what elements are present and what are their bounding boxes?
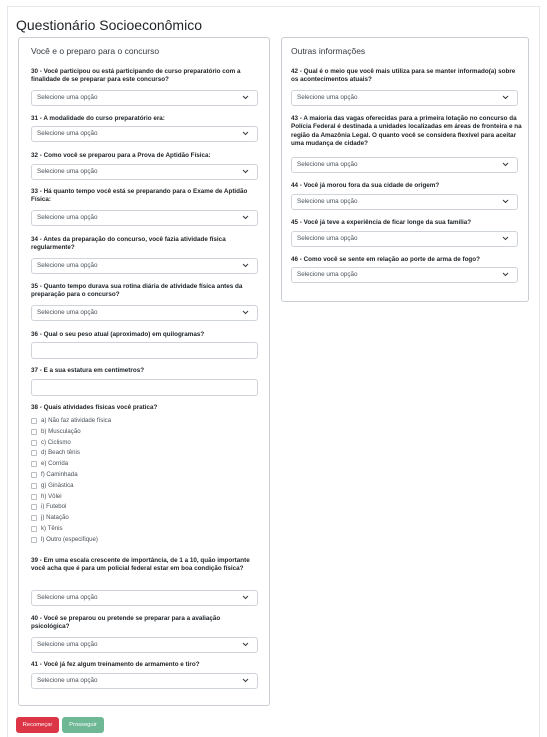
question-42-value: Selecione uma opção — [297, 94, 358, 101]
question-46-label: 46 - Como você se sente em relação ao porte de arma de fogo? — [291, 256, 480, 263]
activity-label: k) Tênis — [41, 525, 63, 532]
question-31-value: Selecione uma opção — [37, 130, 98, 137]
checkbox-icon[interactable] — [31, 450, 37, 456]
activity-label: g) Ginástica — [41, 481, 74, 489]
question-34-value: Selecione uma opção — [37, 262, 98, 269]
question-39-label: 39 - Em uma escala crescente de importância, de 1 a 10, quão importante você acha que é para um policial federal estar em boa condição física? — [31, 557, 250, 573]
checkbox-icon[interactable] — [31, 494, 37, 500]
activity-label: b) Musculação — [41, 427, 81, 435]
activity-label: i) Futebol — [41, 503, 67, 511]
activity-label: c) Ciclismo — [41, 438, 71, 446]
activity-label: j) Natação — [41, 514, 69, 522]
question-40-select[interactable] — [31, 637, 258, 653]
question-37-label: 37 - E a sua estatura em centímetros? — [31, 367, 145, 374]
question-45-label: 45 - Você já teve a experiência de ficar longe da sua família? — [291, 219, 472, 226]
question-35-label: 35 - Quanto tempo durava sua rotina diária de atividade física antes da preparação para o concurso? — [31, 283, 243, 299]
chevron-down-icon — [242, 211, 250, 225]
question-43-select[interactable] — [291, 157, 518, 173]
question-31-label: 31 - A modalidade do curso preparatório era: — [31, 115, 165, 122]
checkbox-icon[interactable] — [31, 526, 37, 532]
activity-label: h) Vôlei — [41, 492, 62, 500]
question-33-label: 33 - Há quanto tempo você está se preparando para o Exame de Aptidão Física: — [31, 188, 248, 204]
page-title: Questionário Socioeconômico — [16, 17, 202, 33]
question-35-select[interactable] — [31, 305, 258, 321]
activity-label: a) Não faz atividade física — [41, 417, 112, 424]
question-35-value: Selecione uma opção — [37, 309, 98, 316]
question-41-value: Selecione uma opção — [37, 677, 98, 684]
chevron-down-icon — [502, 91, 510, 105]
question-33-select[interactable] — [31, 210, 258, 226]
weight-input[interactable] — [31, 342, 258, 359]
question-39-select[interactable] — [31, 590, 258, 606]
question-34-select[interactable] — [31, 258, 258, 274]
chevron-down-icon — [242, 91, 250, 105]
checkbox-icon[interactable] — [31, 515, 37, 521]
question-43-label: 43 - A maioria das vagas oferecidas para a primeira lotação no concurso da Polícia Federal é destinada a unidades localizadas em áreas de fronteira e na região da Amazônia Legal. O quanto você se considera flexível para aceitar uma mudança de cidade? — [291, 115, 522, 147]
question-44-value: Selecione uma opção — [297, 198, 358, 205]
question-39-value: Selecione uma opção — [37, 594, 98, 601]
question-42-label: 42 - Qual é o meio que você mais utiliza para se manter informado(a) sobre os acontecimentos atuais? — [291, 68, 516, 84]
chevron-down-icon — [242, 674, 250, 688]
question-40-value: Selecione uma opção — [37, 641, 98, 648]
chevron-down-icon — [242, 127, 250, 141]
activity-label: f) Caminhada — [41, 471, 78, 478]
question-46-select[interactable] — [291, 267, 518, 283]
checkbox-icon[interactable] — [31, 483, 37, 489]
chevron-down-icon — [242, 638, 250, 652]
question-32-value: Selecione uma opção — [37, 168, 98, 175]
activity-label: e) Corrida — [41, 460, 69, 468]
checkbox-icon[interactable] — [31, 440, 37, 446]
chevron-down-icon — [242, 591, 250, 605]
next-button[interactable]: Prosseguir — [62, 717, 104, 733]
chevron-down-icon — [242, 165, 250, 179]
question-44-select[interactable] — [291, 194, 518, 210]
chevron-down-icon — [502, 268, 510, 282]
question-32-label: 32 - Como você se preparou para a Prova de Aptidão Física: — [31, 152, 211, 159]
question-32-select[interactable] — [31, 164, 258, 180]
question-41-label: 41 - Você já fez algum treinamento de armamento e tiro? — [31, 661, 200, 668]
question-46-value: Selecione uma opção — [297, 271, 358, 278]
height-input[interactable] — [31, 379, 258, 396]
chevron-down-icon — [502, 195, 510, 209]
checkbox-icon[interactable] — [31, 461, 37, 467]
question-45-value: Selecione uma opção — [297, 235, 358, 242]
chevron-down-icon — [242, 259, 250, 273]
question-30-label: 30 - Você participou ou está participando de curso preparatório com a finalidade de se preparar para este concurso? — [31, 68, 241, 84]
question-36-label: 36 - Qual o seu peso atual (aproximado) em quilogramas? — [31, 331, 205, 338]
checkbox-icon[interactable] — [31, 504, 37, 510]
card-other-info-title: Outras informações — [291, 46, 366, 56]
question-31-select[interactable] — [31, 126, 258, 142]
question-40-label: 40 - Você se preparou ou pretende se preparar para a avaliação psicológica? — [31, 615, 221, 631]
question-42-select[interactable] — [291, 90, 518, 106]
reset-button[interactable]: Recomeçar — [16, 717, 59, 733]
question-43-value: Selecione uma opção — [297, 161, 358, 168]
question-33-value: Selecione uma opção — [37, 214, 98, 221]
question-30-value: Selecione uma opção — [37, 94, 98, 101]
chevron-down-icon — [502, 232, 510, 246]
question-45-select[interactable] — [291, 231, 518, 247]
activity-label: l) Outro (especifique) — [41, 535, 98, 543]
activity-label: d) Beach tênis — [41, 449, 80, 457]
question-38-label: 38 - Quais atividades físicas você pratica? — [31, 404, 158, 411]
question-41-select[interactable] — [31, 673, 258, 689]
checkbox-icon[interactable] — [31, 418, 37, 424]
question-34-label: 34 - Antes da preparação do concurso, você fazia atividade física regularmente? — [31, 236, 226, 252]
checkbox-icon[interactable] — [31, 537, 37, 543]
checkbox-icon[interactable] — [31, 429, 37, 435]
checkbox-icon[interactable] — [31, 472, 37, 478]
question-30-select[interactable] — [31, 90, 258, 106]
question-44-label: 44 - Você já morou fora da sua cidade de origem? — [291, 182, 440, 189]
card-preparation-title: Você e o preparo para o concurso — [31, 46, 160, 56]
chevron-down-icon — [242, 306, 250, 320]
chevron-down-icon — [502, 158, 510, 172]
